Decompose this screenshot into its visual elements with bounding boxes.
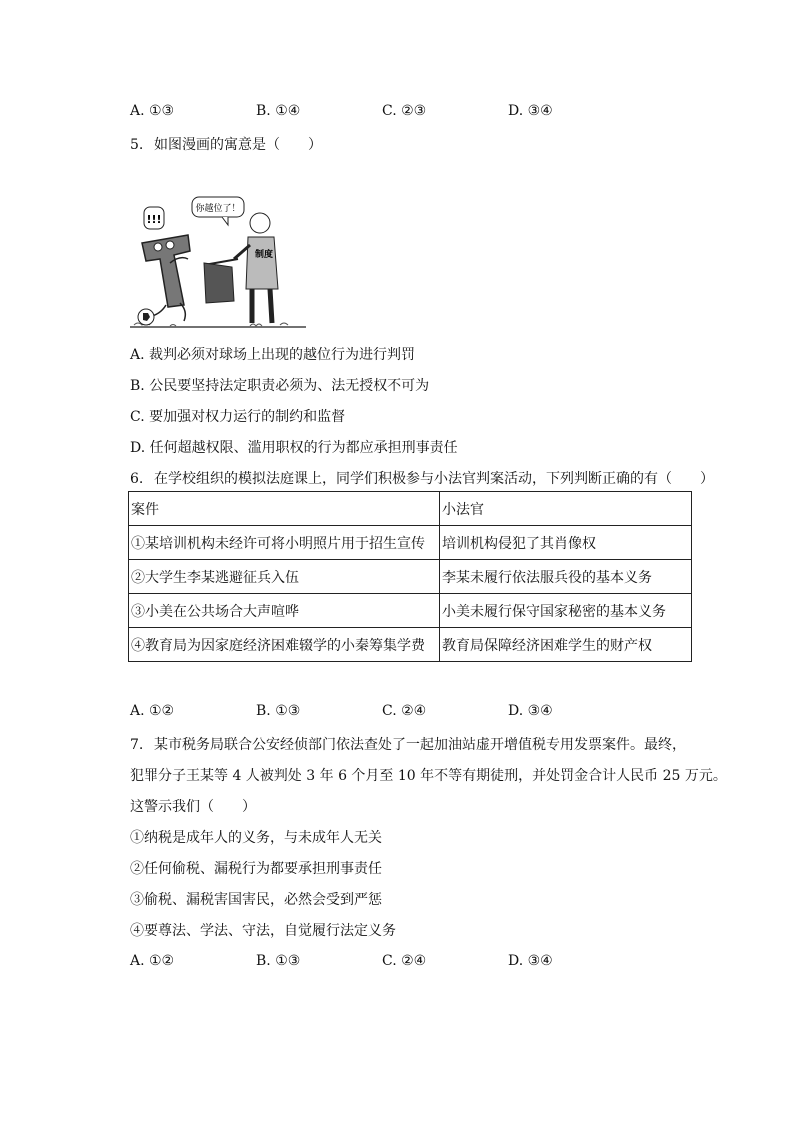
offside-cartoon — [130, 193, 306, 331]
referee-bubble-text: 你越位了！ — [195, 204, 241, 214]
q5-stem — [130, 134, 322, 154]
table-row — [129, 526, 692, 560]
exclaim-bubble-text: !!! — [146, 213, 162, 226]
q7-stem-line-1: 某市税务局联合公安经侦部门依法查处了一起加油站虚开增值税专用发票案件。最终， — [154, 737, 686, 753]
q7-statement-2: ②任何偷税、漏税行为都要承担刑事责任 — [130, 861, 382, 877]
q6-option-c[interactable]: C. ②④ — [382, 703, 427, 719]
referee-legs — [252, 289, 272, 323]
table-header-judge: 小法官 — [440, 492, 692, 526]
q4-option-d[interactable]: D. ③④ — [508, 103, 553, 119]
q5-option-a[interactable]: A. 裁判必须对球场上出现的越位行为进行判罚 — [130, 347, 416, 363]
q4-option-a[interactable]: A. ①③ — [130, 103, 175, 119]
referee-shirt-text: 制度 — [254, 250, 274, 260]
table-cell-judgment: 李某未履行依法服兵役的基本义务 — [440, 560, 692, 594]
referee-bubble-tail — [222, 217, 228, 225]
table-cell-judgment: 小美未履行保守国家秘密的基本义务 — [440, 594, 692, 628]
table-cell-case: ③小美在公共场合大声喧哗 — [129, 594, 440, 628]
q5-option-d[interactable]: D. 任何超越权限、滥用职权的行为都应承担刑事责任 — [130, 440, 458, 456]
q4-options — [130, 103, 650, 123]
table-row — [129, 560, 692, 594]
referee-head — [250, 213, 270, 233]
q7-options — [130, 953, 650, 973]
q5-number: 5. — [130, 137, 144, 153]
q5-option-b[interactable]: B. 公民要坚持法定职责必须为、法无授权不可为 — [130, 378, 430, 394]
cartoon-grass — [134, 323, 288, 326]
q6-stem-text: 在学校组织的模拟法庭课上，同学们积极参与小法官判案活动，下列判断正确的有（ ） — [154, 471, 714, 487]
power-eye-left — [154, 243, 162, 251]
q6-option-d[interactable]: D. ③④ — [508, 703, 553, 719]
q7-option-d[interactable]: D. ③④ — [508, 953, 553, 969]
table-cell-judgment: 培训机构侵犯了其肖像权 — [440, 526, 692, 560]
q7-statement-3: ③偷税、漏税害国害民，必然会受到严惩 — [130, 892, 382, 908]
q7-option-b[interactable]: B. ①③ — [256, 953, 301, 969]
q5-option-c[interactable]: C. 要加强对权力运行的制约和监督 — [130, 409, 346, 425]
q7-statement-1: ①纳税是成年人的义务，与未成年人无关 — [130, 830, 382, 846]
power-eye-right — [166, 241, 174, 249]
offside-flag — [204, 263, 234, 303]
q7-statement-4: ④要尊法、学法、守法，自觉履行法定义务 — [130, 923, 396, 939]
q6-option-b[interactable]: B. ①③ — [256, 703, 301, 719]
q4-option-b[interactable]: B. ①④ — [256, 103, 301, 119]
q7-stem-line-2: 犯罪分子王某等 4 人被判处 3 年 6 个月至 10 年不等有期徒刑，并处罚金合计人民币 25 万元。 — [130, 768, 727, 784]
q6-options — [130, 703, 650, 723]
table-row — [129, 594, 692, 628]
q5-stem-text: 如图漫画的寓意是（ ） — [154, 137, 322, 153]
q7-stem-line-3: 这警示我们（ ） — [130, 799, 256, 815]
table-row — [129, 628, 692, 662]
q7-number: 7. — [130, 737, 144, 753]
q4-option-c[interactable]: C. ②③ — [382, 103, 427, 119]
q6-option-a[interactable]: A. ①② — [130, 703, 175, 719]
table-cell-case: ④教育局为因家庭经济困难辍学的小秦筹集学费 — [129, 628, 440, 662]
q7-stem — [130, 734, 686, 754]
q7-option-a[interactable]: A. ①② — [130, 953, 175, 969]
table-header-case: 案件 — [129, 492, 440, 526]
table-cell-judgment: 教育局保障经济困难学生的财产权 — [440, 628, 692, 662]
q7-option-c[interactable]: C. ②④ — [382, 953, 427, 969]
q6-stem — [130, 468, 714, 488]
table-cell-case: ②大学生李某逃避征兵入伍 — [129, 560, 440, 594]
referee-shirt — [246, 237, 278, 289]
table-header-row — [129, 492, 692, 526]
q6-case-table — [128, 491, 692, 662]
table-cell-case: ①某培训机构未经许可将小明照片用于招生宣传 — [129, 526, 440, 560]
q6-number: 6. — [130, 471, 144, 487]
